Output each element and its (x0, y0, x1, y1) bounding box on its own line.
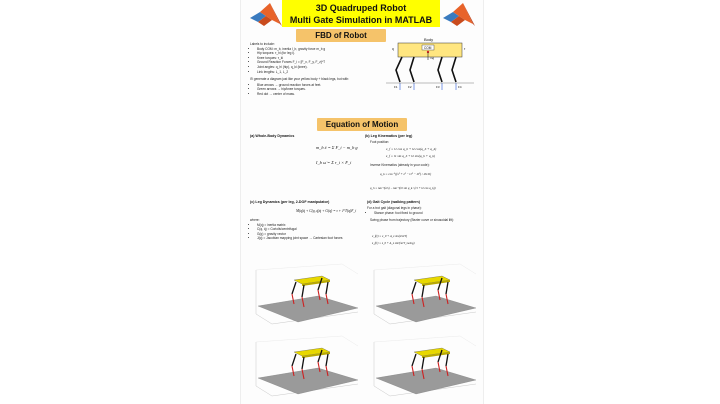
label-item: • Joint angles: q_hi (hip), q_ki (knee). (257, 65, 380, 70)
arrow-list (250, 83, 380, 97)
simulation-plot (248, 262, 362, 332)
ground-plane (258, 296, 358, 322)
fbd-legs (396, 57, 456, 82)
body-label: Body (424, 37, 434, 42)
robot-leg-upper (292, 282, 296, 294)
b-eq2: z_f = l1 sin q_h + l2 sin(q_h + q_k) (386, 154, 435, 158)
ground-plane (258, 368, 358, 394)
matlab-logo-icon (248, 2, 284, 28)
c-block (250, 218, 360, 241)
robot-leg-upper (302, 285, 304, 297)
robot-leg-upper (326, 354, 328, 366)
a-eq2: I_b ω̇ = Σ r_i × F_i (316, 160, 352, 165)
mg-label: mg (430, 56, 435, 60)
simulation-plot (366, 334, 480, 404)
ground-plane (376, 296, 476, 322)
robot-leg-upper (302, 357, 304, 369)
robot-leg-upper (446, 282, 448, 294)
robot-leg-upper (292, 354, 296, 366)
label-item: • Ground Reaction Forces F_i = [F_x, F_y, F_z]^T (257, 60, 380, 65)
labels-list (250, 47, 380, 75)
matlab-logo-icon (441, 2, 477, 28)
f-label: F2 (408, 85, 412, 89)
simulation-plot (248, 334, 362, 404)
com-label: COM (424, 46, 432, 50)
d-list (367, 211, 423, 216)
eom-banner: Equation of Motion (317, 118, 407, 131)
arrow-item: • Blue arrows → ground reaction forces at feet. (257, 83, 380, 88)
robot-leg-upper (412, 282, 416, 294)
d-sub2: Swing phase from trajectory (Bezier curve or sinusoidal lift): (370, 218, 454, 222)
grid-line (374, 264, 460, 270)
c-item: • C(q, q̇) = Coriolis/centrifugal (257, 227, 360, 232)
grid-line (256, 264, 342, 270)
q-label: q (392, 47, 394, 51)
tau-label: τ (464, 47, 466, 51)
d-heading: (d) Gait Cycle (walking pattern) (367, 200, 420, 204)
f-label: F4 (458, 85, 462, 89)
title-line-2: Multi Gate Simulation in MATLAB (289, 15, 433, 25)
c-item: • J(q) = Jacobian mapping joint space → Cartesian foot forces (257, 236, 360, 241)
arrow-item: • Red dot → center of mass. (257, 92, 380, 97)
c-eq: M(q)q̈ + C(q, q̇)q̇ + G(q) = τ + J^T(q)F_i (296, 209, 357, 213)
c-heading: (c) Leg Dynamics (per leg, 2-DOF manipulator) (250, 200, 330, 204)
title-box (282, 0, 440, 27)
a-heading: (a) Whole-Body Dynamics (250, 134, 295, 138)
grid-line (460, 264, 476, 274)
d-sub1: For a trot gait (diagonal legs in phase): (367, 206, 422, 210)
grid-line (374, 336, 460, 342)
b-sub2: Inverse Kinematics (already in your code): (370, 163, 430, 167)
label-item: • Body COM: m_b, inertia I_b, gravity force m_b g (257, 47, 380, 52)
labels-heading: Labels to include: (250, 42, 275, 46)
label-item: • Link lengths: L_1, L_2 (257, 70, 380, 75)
d-eq2: z_f(t) = z_0 + A_z sin²(πt/T_swing) (372, 241, 415, 245)
d-item: • Stance phase: foot fixed to ground (374, 211, 423, 216)
f-label: F3 (436, 85, 440, 89)
fbd-banner: FBD of Robot (296, 29, 386, 42)
grid-line (342, 264, 358, 274)
arrow-item: • Green arrows → hip/knee torques. (257, 87, 380, 92)
c-item: • M(q) = inertia matrix (257, 223, 360, 228)
robot-leg-upper (422, 357, 424, 369)
b-eq3: q_k = cos⁻¹((x² + z² − l1² − l2²) / 2l1l2) (380, 172, 432, 176)
c-list (250, 223, 360, 241)
c-where: where: (250, 218, 260, 222)
grid-line (342, 336, 358, 346)
label-item: • Hip torques: τ_hi (for leg i). (257, 51, 380, 56)
b-heading: (b) Leg Kinematics (per leg) (365, 134, 413, 138)
grid-line (256, 336, 342, 342)
robot-leg-upper (422, 285, 424, 297)
a-eq1: m_b ẍ = Σ F_i − m_b g (316, 145, 358, 150)
f-label: F1 (394, 85, 398, 89)
robot-leg-upper (412, 354, 416, 366)
b-sub1: Foot position: (370, 140, 390, 144)
robot-leg-upper (446, 354, 448, 366)
grid-line (460, 336, 476, 346)
b-eq4: q_h = tan⁻¹(z/x) − tan⁻¹(l2 sin q_k / (l1 + l2 cos q_k)) (370, 186, 436, 190)
d-eq1: x_f(t) = x_0 + A_x sin(2πt/T) (372, 234, 408, 238)
title-line-1: 3D Quadruped Robot (315, 3, 407, 13)
ground-plane (376, 368, 476, 394)
simulation-plot (366, 262, 480, 332)
c-item: • G(q) = gravity vector (257, 232, 360, 237)
fbd-diagram (384, 36, 480, 94)
b-eq1: x_f = l1 cos q_h + l2 cos(q_h + q_k) (386, 147, 437, 151)
fbd-labels-block (250, 42, 380, 97)
generate-text: I'll generate a diagram just like your yellow body + black legs, but with: (250, 77, 350, 82)
label-item: • Knee torques: τ_ki (257, 56, 380, 61)
robot-leg-upper (326, 282, 328, 294)
